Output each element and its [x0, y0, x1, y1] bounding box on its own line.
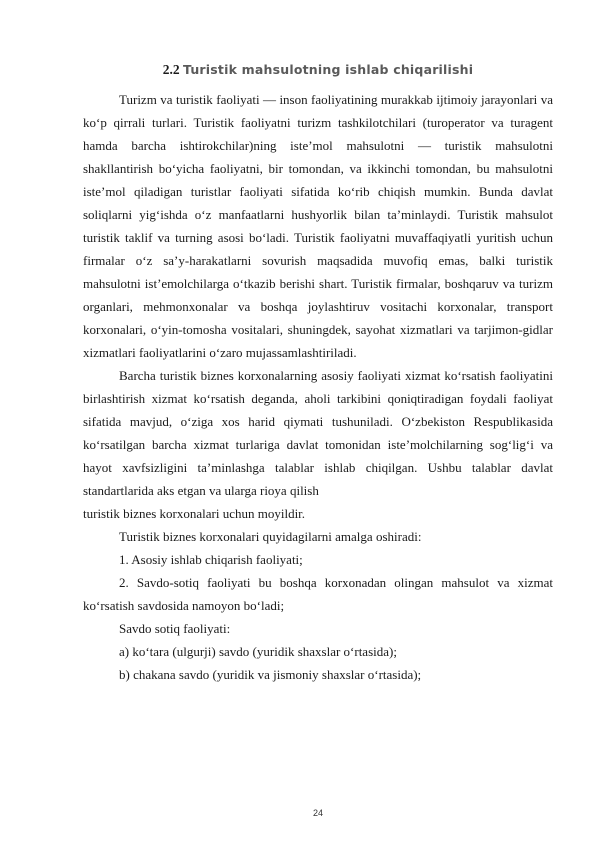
section-heading	[83, 62, 553, 78]
sublist-item-a: a) ko‘tara (ulgurji) savdo (yuridik shaxslar o‘rtasida);	[119, 644, 397, 659]
sublist-item-b: b) chakana savdo (yuridik va jismoniy shaxslar o‘rtasida);	[119, 667, 422, 682]
section-number: 2.2	[162, 62, 180, 77]
page-number: 24	[312, 808, 323, 818]
paragraph-intro-list: Turistik biznes korxonalari quyidagilarni amalga oshiradi:	[119, 529, 422, 544]
sublist-heading: Savdo sotiq faoliyati:	[119, 621, 231, 636]
paragraph-2: Barcha turistik biznes korxonalarning asosiy faoliyati xizmat ko‘rsatish faoliyatini birlashtirish xizmat ko‘rsatish deganda, aholi tarkibini qoniqtiradigan foydali faoliyat sifatida mavjud, o‘ziga xos harid qiymati tushuniladi. O‘zbekiston Respublikasida ko‘rsatilgan barcha xizmat turlariga davlat tomonidan iste’molchilarning sog‘lig‘i va hayot xavfsizligini ta’minlashga talablar ishlab chiqilgan. Ushbu talablar davlat standartlarida aks etgan va ularga rioya qilish	[83, 368, 553, 498]
document-body	[83, 88, 553, 686]
list-item-1: 1. Asosiy ishlab chiqarish faoliyati;	[119, 552, 303, 567]
section-title: Turistik mahsulotning ishlab chiqarilishi	[182, 62, 474, 77]
paragraph-2-continuation: turistik biznes korxonalari uchun moyildir.	[83, 506, 306, 521]
list-item-2: 2. Savdo-sotiq faoliyati bu boshqa korxonadan olingan mahsulot va xizmat ko‘rsatish savdosida namoyon bo‘ladi;	[83, 575, 553, 613]
paragraph-1: Turizm va turistik faoliyati — inson faoliyatining murakkab ijtimoiy jarayonlari va ko‘p qirrali turlari. Turistik faoliyatni turizm tashkilotchilari (turoperator va turagent hamda barcha ishtirokchilar)ning iste’mol mahsulotni — turistik mahsulotni shakllantirish bo‘yicha faoliyatni, bir tomondan, va ikkinchi tomondan, bu mahsulotni iste’mol qiladigan turistlar faoliyati sifatida ko‘rib chiqish mumkin. Bunda davlat soliqlarni yig‘ishda o‘z manfaatlarni hushyorlik bilan ta’minlaydi. Turistik mahsulot turistik taklif va turning asosi bo‘ladi. Turistik faoliyatni muvaffaqiyatli yuritish uchun firmalar o‘z sa’y-harakatlarni sovurish maqsadida muvofiq emas, balki turistik mahsulotni ist’emolchilarga o‘tkazib berishi shart. Turistik firmalar, boshqaruv va turizm organlari, mehmonxonalar va boshqa joylashtiruv vositachi korxonalar, transport korxonalari, o‘yin-tomosha vositalari, shuningdek, sayohat xizmatlari va tarjimon-gidlar xizmatlari faoliyatlarini o‘zaro mujassamlashtiriladi.	[83, 92, 553, 360]
